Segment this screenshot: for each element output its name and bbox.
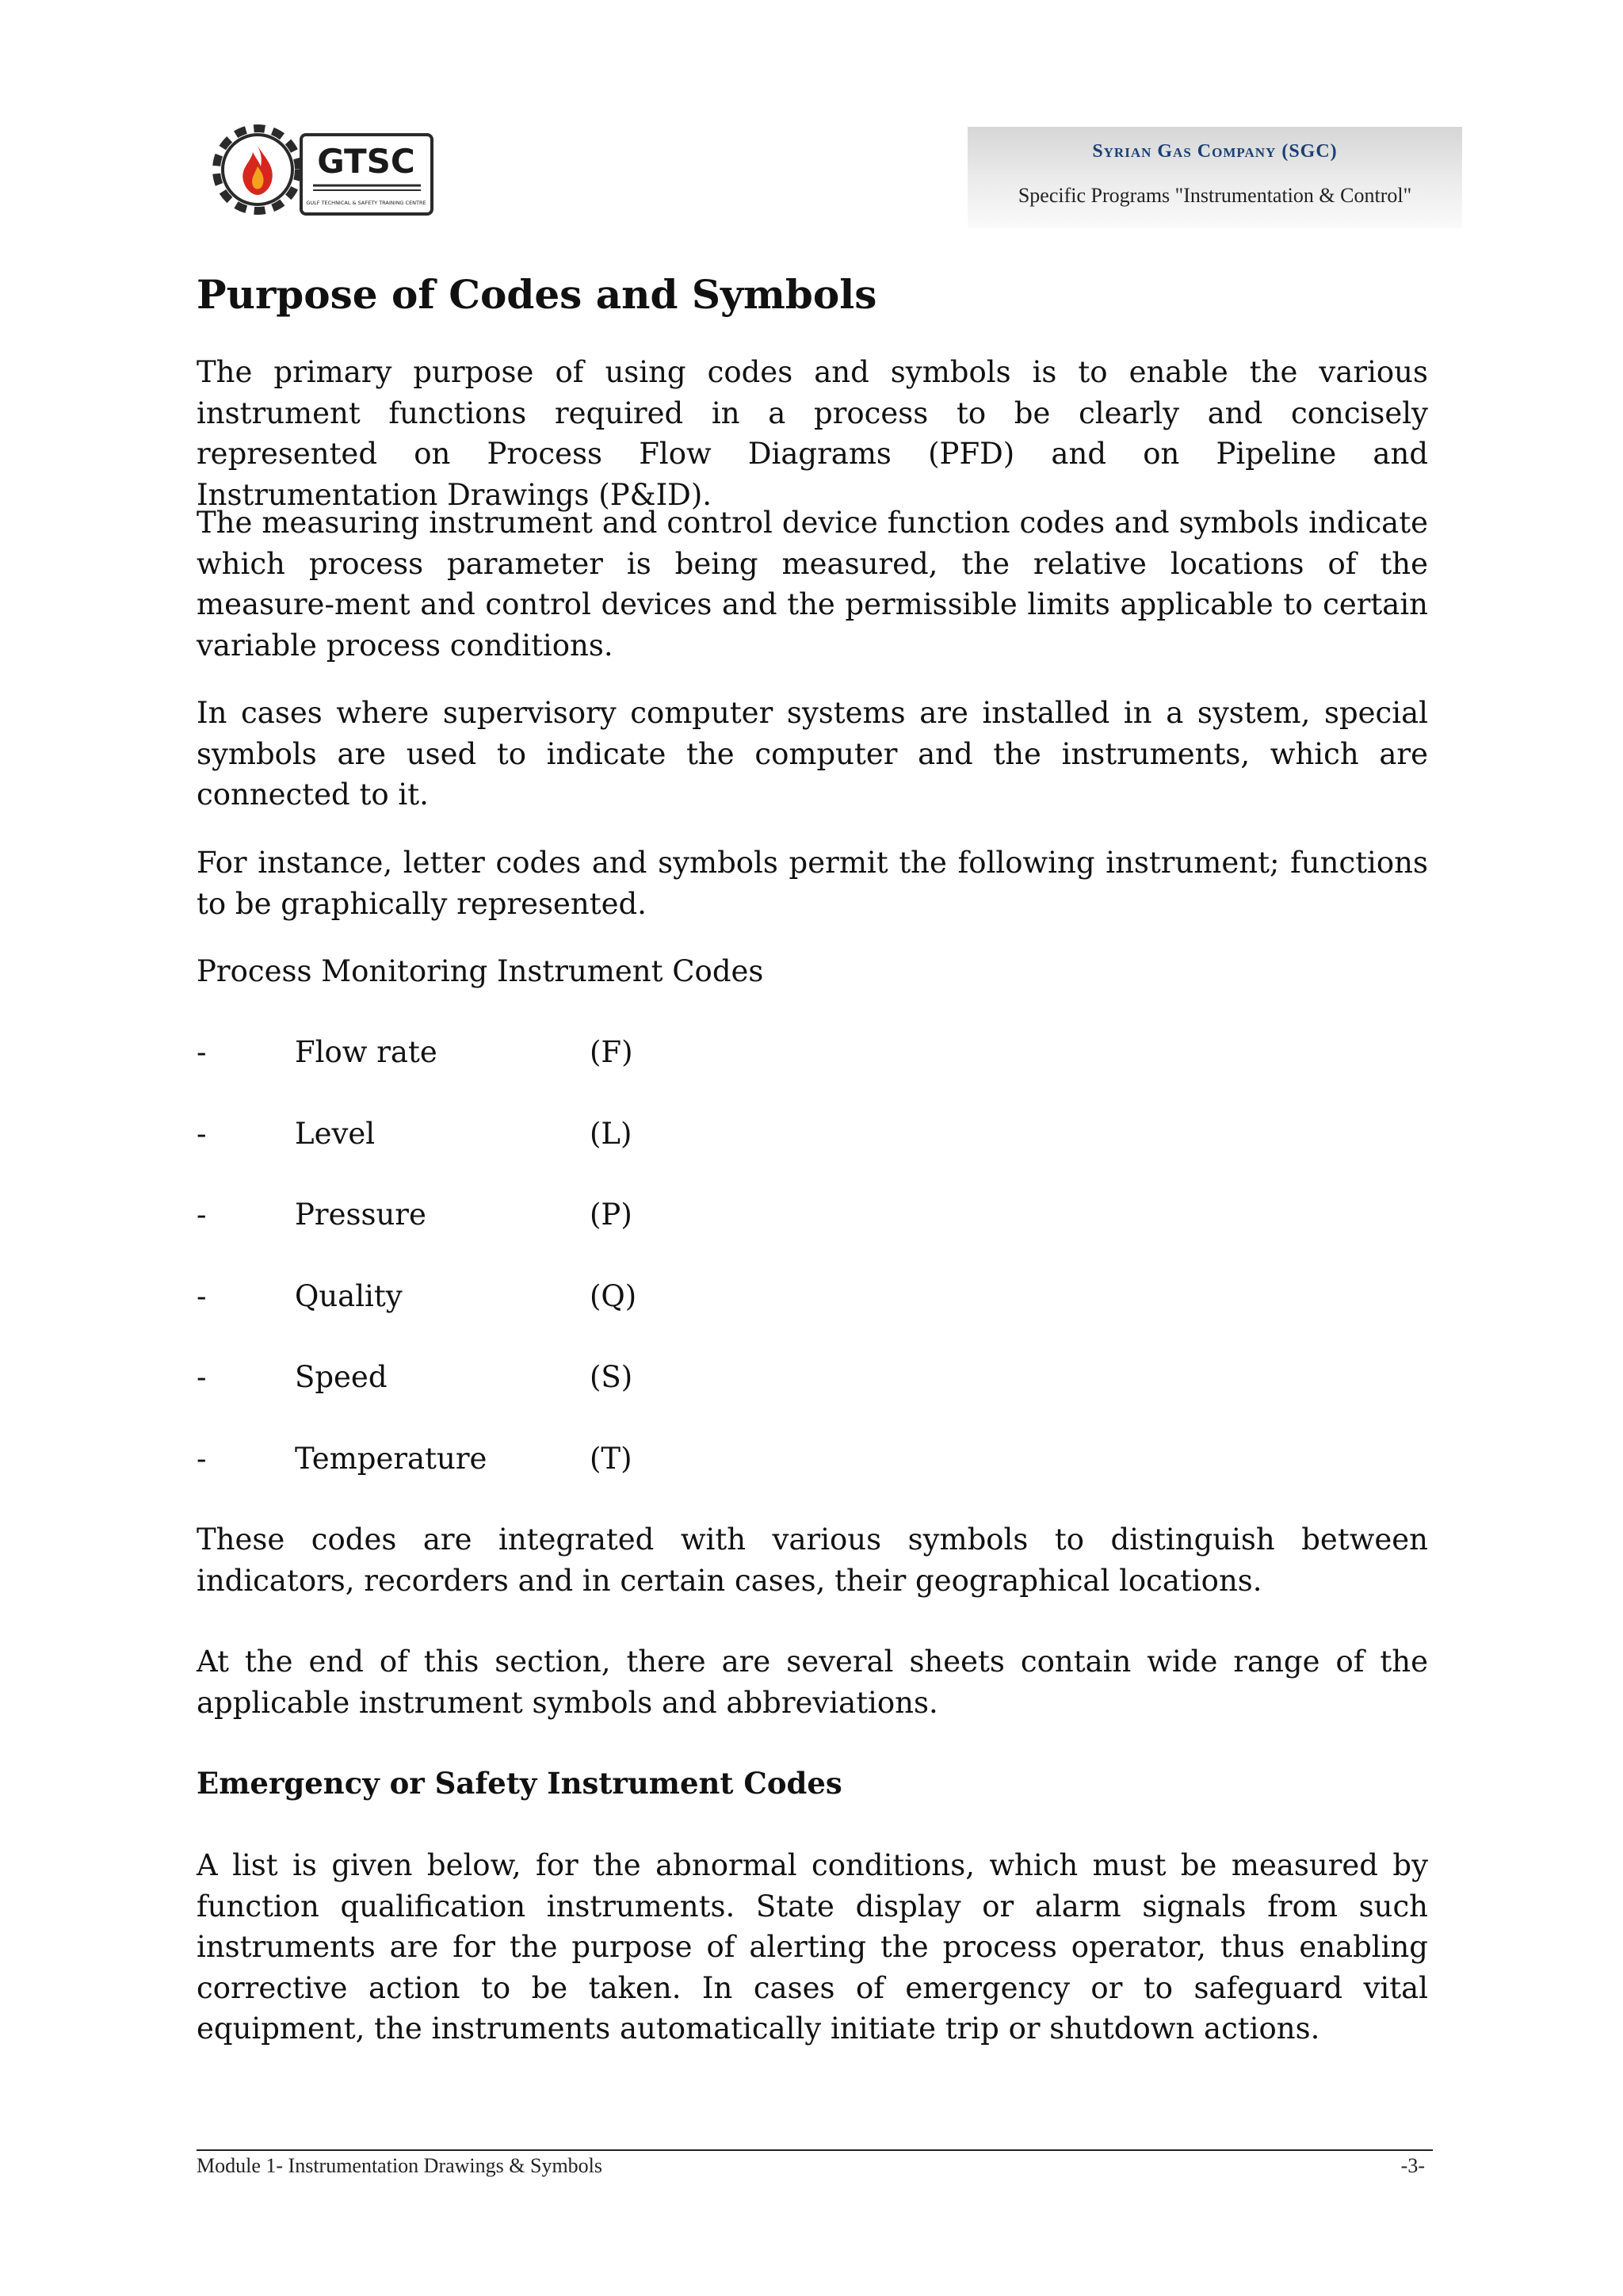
list-dash: -	[197, 1278, 207, 1313]
code-letter: (T)	[590, 1441, 632, 1476]
logo-subtext: GULF TECHNICAL & SAFETY TRAINING CENTRE	[306, 200, 426, 206]
paragraph: The measuring instrument and control device function codes and symbols indicate which process parameter is being measured, the relative locations of the measure-ment and control devices and the permissible limits applicable to certain variable process conditions.	[197, 506, 1428, 663]
code-label: Temperature	[295, 1441, 487, 1476]
gtsc-logo	[202, 111, 440, 228]
section-heading: Emergency or Safety Instrument Codes	[197, 1766, 842, 1801]
list-item	[197, 1276, 831, 1358]
code-label: Pressure	[295, 1198, 426, 1232]
code-letter: (P)	[590, 1198, 632, 1232]
gear-flame-icon	[202, 111, 440, 228]
paragraph: At the end of this section, there are several sheets contain wide range of the applicable instrument symbols and abbreviations.	[197, 1645, 1428, 1720]
paragraph: For instance, letter codes and symbols permit the following instrument; functions to be graphically represented.	[197, 846, 1428, 921]
code-letter: (S)	[590, 1360, 633, 1395]
company-name: Syrian Gas Company (SGC)	[1092, 141, 1338, 162]
list-dash: -	[197, 1035, 207, 1069]
paragraph: The primary purpose of using codes and symbols is to enable the various instrument functions required in a process to be clearly and concisely represented on Process Flow Diagrams (PFD) and on Pipeline and Instrumentation Drawings (P&ID).	[197, 355, 1428, 512]
list-item	[197, 1194, 831, 1276]
list-dash: -	[197, 1116, 207, 1151]
list-item	[197, 1032, 831, 1114]
list-item	[197, 1438, 831, 1520]
code-letter: (L)	[590, 1116, 632, 1151]
code-label: Speed	[295, 1360, 388, 1395]
logo-text: GTSC	[317, 142, 415, 181]
list-item	[197, 1114, 831, 1195]
paragraph: These codes are integrated with various symbols to distinguish between indicators, recorders and in certain cases, their geographical locations.	[197, 1522, 1428, 1598]
footer-module-title: Module 1- Instrumentation Drawings & Symbols	[197, 2154, 603, 2177]
page-title: Purpose of Codes and Symbols	[197, 271, 877, 318]
list-item	[197, 1357, 831, 1438]
code-label: Quality	[295, 1278, 403, 1313]
footer-divider	[197, 2149, 1433, 2151]
header-box	[968, 127, 1462, 228]
paragraph: A list is given below, for the abnormal conditions, which must be measured by function qualification instruments. State display or alarm signals from such instruments are for the purpose of alerting the process operator, thus enabling corrective action to be taken. In cases of emergency or to safeguard vital equipment, the instruments automatically initiate trip or shutdown actions.	[197, 1848, 1428, 2046]
paragraph: In cases where supervisory computer systems are installed in a system, special symbols are used to indicate the computer and the instruments, which are connected to it.	[197, 696, 1428, 812]
program-subtitle: Specific Programs "Instrumentation & Control"	[1018, 184, 1412, 207]
list-heading: Process Monitoring Instrument Codes	[197, 954, 764, 988]
code-letter: (Q)	[590, 1278, 637, 1313]
instrument-code-list	[197, 1032, 831, 1520]
page-number: -3-	[1400, 2154, 1425, 2177]
code-label: Level	[295, 1116, 376, 1151]
code-letter: (F)	[590, 1035, 633, 1069]
list-dash: -	[197, 1360, 207, 1395]
code-label: Flow rate	[295, 1035, 437, 1069]
list-dash: -	[197, 1441, 207, 1476]
list-dash: -	[197, 1198, 207, 1232]
